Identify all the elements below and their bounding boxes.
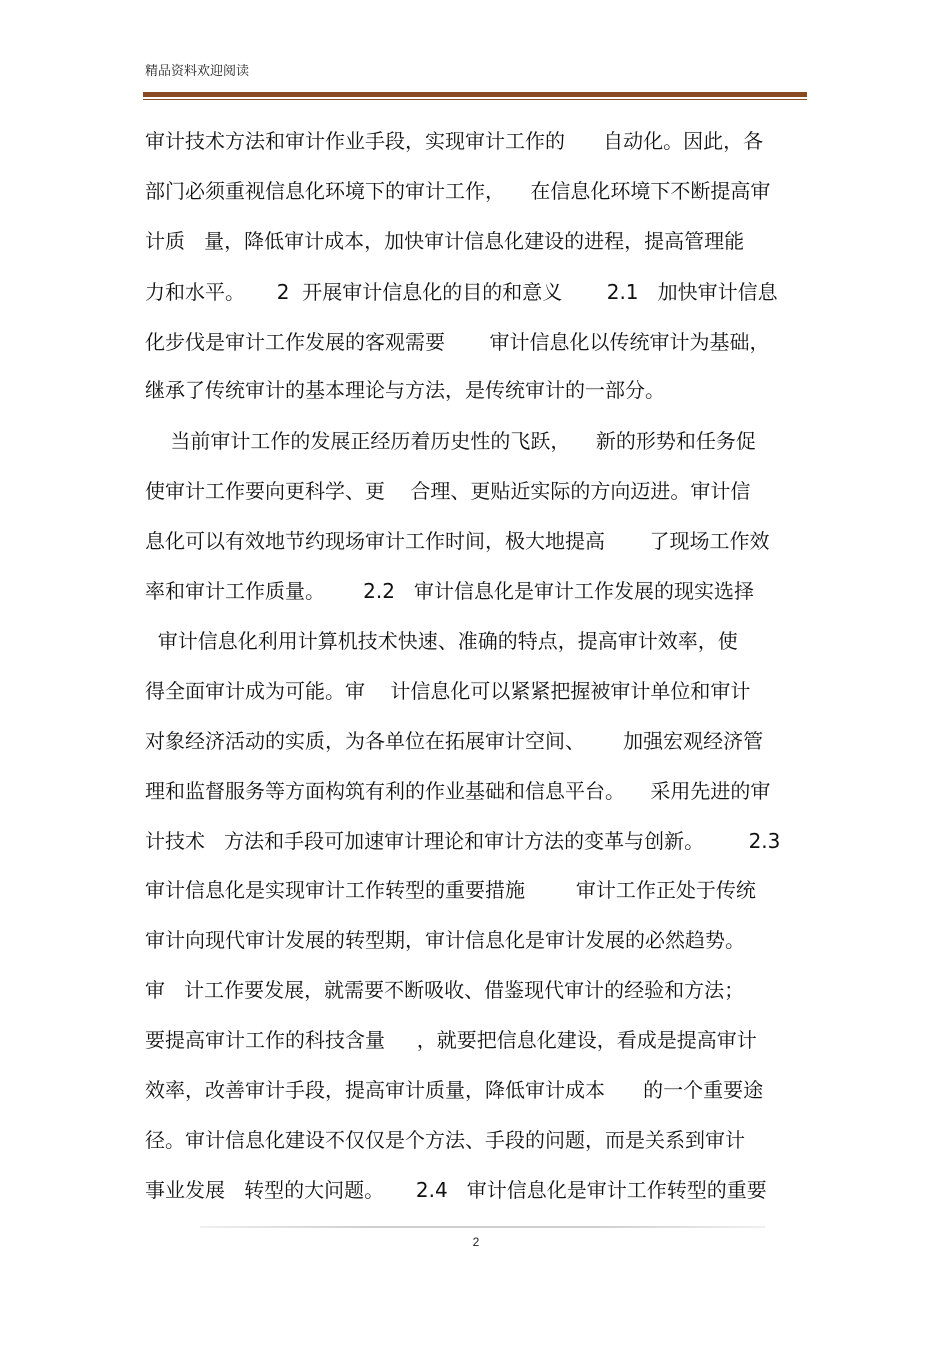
footer-rule bbox=[200, 1226, 765, 1228]
header-rule bbox=[143, 92, 807, 97]
text-line: 息化可以有效地节约现场审计工作时间，极大地提高 了现场工作效 bbox=[145, 529, 770, 553]
text-line: 理和监督服务等方面构筑有利的作业基础和信息平台。 采用先进的审 bbox=[145, 779, 771, 803]
text-line: 计技术 方法和手段可加速审计理论和审计方法的变革与创新。 2.3 bbox=[145, 829, 781, 853]
text-line: 审计技术方法和审计作业手段，实现审计工作的 自动化。因此，各 bbox=[145, 129, 764, 153]
header-rule-thin bbox=[143, 99, 807, 100]
text-line: 力和水平。 2 开展审计信息化的目的和意义 2.1 加快审计信息 bbox=[145, 280, 778, 304]
text-line: 事业发展 转型的大问题。 2.4 审计信息化是审计工作转型的重要 bbox=[145, 1178, 767, 1202]
text-line: 径。审计信息化建设不仅仅是个方法、手段的问题，而是关系到审计 bbox=[145, 1128, 745, 1152]
text-line: 审计信息化利用计算机技术快速、准确的特点，提高审计效率，使 bbox=[145, 629, 738, 653]
header-text: 精品资料欢迎阅读 bbox=[145, 64, 250, 79]
text-line: 率和审计工作质量。 2.2 审计信息化是审计工作发展的现实选择 bbox=[145, 579, 755, 603]
text-line: 要提高审计工作的科技含量 ，就要把信息化建设，看成是提高审计 bbox=[145, 1028, 757, 1052]
text-line: 效率，改善审计手段，提高审计质量，降低审计成本 的一个重要途 bbox=[145, 1078, 764, 1102]
text-line: 得全面审计成为可能。审 计信息化可以紧紧把握被审计单位和审计 bbox=[145, 679, 751, 703]
text-line: 使审计工作要向更科学、更 合理、更贴近实际的方向迈进。审计信 bbox=[145, 479, 751, 503]
text-line: 继承了传统审计的基本理论与方法，是传统审计的一部分。 bbox=[145, 378, 665, 402]
text-line: 部门必须重视信息化环境下的审计工作， 在信息化环境下不断提高审 bbox=[145, 179, 771, 203]
text-line: 化步伐是审计工作发展的客观需要 审计信息化以传统审计为基础， bbox=[145, 330, 770, 354]
page-number: 2 bbox=[472, 1235, 480, 1249]
text-line: 审计向现代审计发展的转型期，审计信息化是审计发展的必然趋势。 bbox=[145, 928, 745, 952]
text-line: 对象经济活动的实质，为各单位在拓展审计空间、 加强宏观经济管 bbox=[145, 729, 764, 753]
text-line: 审 计工作要发展，就需要不断吸收、借鉴现代审计的经验和方法； bbox=[145, 978, 745, 1002]
text-line: 当前审计工作的发展正经历着历史性的飞跃， 新的形势和任务促 bbox=[145, 429, 756, 453]
text-line: 计质 量，降低审计成本，加快审计信息化建设的进程，提高管理能 bbox=[145, 229, 745, 253]
text-line: 审计信息化是实现审计工作转型的重要措施 审计工作正处于传统 bbox=[145, 878, 756, 902]
